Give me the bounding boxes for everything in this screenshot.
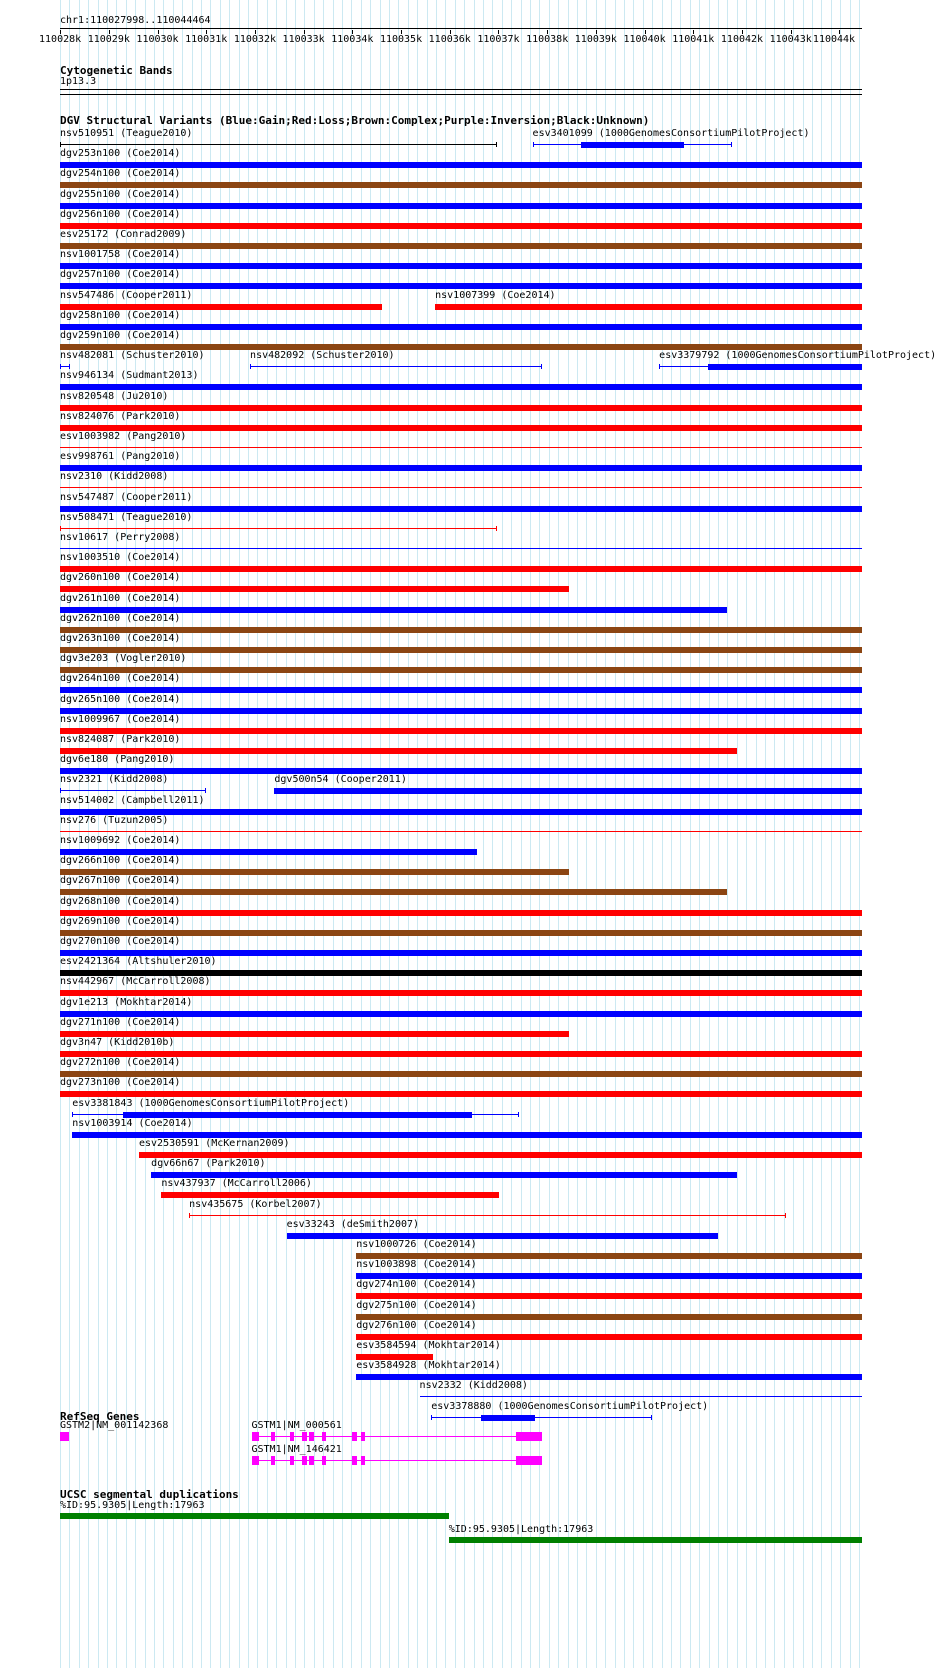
variant-bar[interactable] <box>60 425 862 431</box>
variant-bar[interactable] <box>139 1152 862 1158</box>
variant-label[interactable]: nsv820548 (Ju2010) <box>60 390 169 402</box>
grid-line <box>784 0 785 1668</box>
variant-label[interactable]: dgv254n100 (Coe2014) <box>60 168 181 180</box>
variant-endcap <box>431 1415 432 1420</box>
variant-label[interactable]: dgv256n100 (Coe2014) <box>60 208 181 220</box>
variant-bar[interactable] <box>60 627 862 633</box>
gene-exon[interactable] <box>361 1432 364 1441</box>
variant-line[interactable] <box>60 790 206 791</box>
variant-bar[interactable] <box>60 263 862 269</box>
grid-line <box>624 0 625 1668</box>
grid-line <box>257 0 258 1668</box>
ruler-tick-label: 110043k <box>769 34 812 45</box>
ruler-tick-label: 110032k <box>233 34 276 45</box>
segdup-track-title: UCSC segmental duplications <box>60 1488 239 1501</box>
ruler-tick-label: 110037k <box>477 34 520 45</box>
ruler-tick-label: 110038k <box>526 34 569 45</box>
variant-label[interactable]: nsv1007399 (Coe2014) <box>435 289 556 301</box>
variant-line[interactable] <box>60 548 862 549</box>
grid-line <box>699 0 700 1668</box>
ruler-tick-label: 110040k <box>623 34 666 45</box>
variant-label[interactable]: esv3378880 (1000GenomesConsortiumPilotProject) <box>431 1400 709 1412</box>
grid-line <box>182 0 183 1668</box>
variant-label[interactable]: nsv2310 (Kidd2008) <box>60 471 169 483</box>
variant-line[interactable] <box>60 144 497 145</box>
variant-label[interactable]: esv25172 (Conrad2009) <box>60 229 187 240</box>
variant-label[interactable]: nsv10617 (Perry2008) <box>60 532 181 543</box>
variant-label[interactable]: nsv1009692 (Coe2014) <box>60 835 181 846</box>
segdup-label[interactable]: %ID:95.9305|Length:17963 <box>448 1524 594 1535</box>
variant-line[interactable] <box>60 447 862 448</box>
variant-bar[interactable] <box>60 687 862 693</box>
gene-exon[interactable] <box>271 1432 275 1441</box>
ruler-tick-label: 110039k <box>574 34 617 45</box>
variant-bar[interactable] <box>60 667 862 673</box>
grid-line <box>821 0 822 1668</box>
variant-label[interactable]: nsv1003510 (Coe2014) <box>60 552 181 564</box>
grid-line <box>568 0 569 1668</box>
variant-endcap <box>60 526 61 531</box>
variant-label[interactable]: dgv273n100 (Coe2014) <box>60 1077 181 1089</box>
variant-bar[interactable] <box>60 1051 862 1057</box>
grid-line <box>220 0 221 1668</box>
ruler-tick-label: 110029k <box>87 34 130 45</box>
variant-line[interactable] <box>431 1417 652 1418</box>
variant-label[interactable]: nsv435675 (Korbel2007) <box>189 1198 322 1210</box>
cytoband-label: 1p13.3 <box>60 76 97 87</box>
variant-label[interactable]: esv3379792 (1000GenomesConsortiumPilotProject) <box>659 350 936 362</box>
variant-label[interactable]: nsv514002 (Campbell2011) <box>60 794 205 806</box>
variant-label[interactable]: esv3584928 (Mokhtar2014) <box>356 1360 501 1372</box>
variant-bar[interactable] <box>60 950 862 956</box>
variant-endcap <box>189 1213 190 1218</box>
gene-label[interactable]: GSTM1|NM_146421 <box>251 1444 342 1455</box>
variant-bar[interactable] <box>356 1273 862 1279</box>
grid-line <box>727 0 728 1668</box>
gene-label[interactable]: GSTM2|NM_001142368 <box>60 1420 169 1431</box>
variant-label[interactable]: nsv276 (Tuzun2005) <box>60 814 169 826</box>
grid-line <box>474 0 475 1668</box>
variant-label[interactable]: dgv268n100 (Coe2014) <box>60 895 181 907</box>
variant-bar[interactable] <box>60 889 727 895</box>
grid-line <box>267 0 268 1668</box>
ruler-tick-label: 110036k <box>428 34 471 45</box>
variant-label[interactable]: nsv824087 (Park2010) <box>60 734 181 745</box>
grid-line <box>859 0 860 1668</box>
variant-label[interactable]: nsv437937 (McCarroll2006) <box>161 1178 312 1190</box>
grid-line <box>671 0 672 1668</box>
variant-bar[interactable] <box>60 324 862 330</box>
grid-line <box>304 0 305 1668</box>
variant-line[interactable] <box>250 366 542 367</box>
variant-bar[interactable] <box>60 728 862 734</box>
variant-label[interactable]: dgv270n100 (Coe2014) <box>60 936 181 947</box>
grid-line <box>850 0 851 1668</box>
variant-label[interactable]: dgv258n100 (Coe2014) <box>60 309 181 321</box>
variant-bar[interactable] <box>60 1091 862 1097</box>
variant-label[interactable]: dgv266n100 (Coe2014) <box>60 855 181 867</box>
grid-line <box>455 0 456 1668</box>
variant-bar[interactable] <box>274 788 862 794</box>
variant-endcap <box>518 1112 519 1117</box>
variant-endcap <box>72 1112 73 1117</box>
variant-label[interactable]: nsv482081 (Schuster2010) <box>60 350 205 362</box>
variant-label[interactable]: nsv824076 (Park2010) <box>60 410 181 422</box>
grid-line <box>680 0 681 1668</box>
ruler-tick-label: 110030k <box>136 34 179 45</box>
variant-bar[interactable] <box>60 465 862 471</box>
variant-label[interactable]: dgv253n100 (Coe2014) <box>60 148 181 160</box>
grid-line <box>314 0 315 1668</box>
variant-endcap <box>60 364 61 369</box>
refseq-track-title: RefSeq Genes <box>60 1410 140 1423</box>
gene-exon[interactable] <box>309 1432 314 1441</box>
grid-line <box>342 0 343 1668</box>
variant-bar[interactable] <box>60 586 569 592</box>
variant-thick-bar[interactable] <box>581 142 683 148</box>
ruler-tick-label: 110042k <box>720 34 764 45</box>
segdup-bar[interactable] <box>60 1513 449 1519</box>
gene-exon[interactable] <box>290 1456 294 1465</box>
gene-exon[interactable] <box>302 1456 306 1465</box>
variant-label[interactable]: nsv946134 (Sudmant2013) <box>60 370 199 382</box>
variant-endcap <box>541 364 542 369</box>
gene-exon[interactable] <box>361 1456 364 1465</box>
variant-label[interactable]: dgv276n100 (Coe2014) <box>356 1319 477 1331</box>
variant-label[interactable]: nsv1001758 (Coe2014) <box>60 249 181 261</box>
variant-bar[interactable] <box>356 1334 862 1340</box>
variant-label[interactable]: esv2530591 (McKernan2009) <box>139 1138 290 1149</box>
grid-line <box>464 0 465 1668</box>
grid-line <box>586 0 587 1668</box>
grid-line <box>248 0 249 1668</box>
grid-line <box>286 0 287 1668</box>
variant-label[interactable]: nsv547487 (Cooper2011) <box>60 491 193 503</box>
variant-bar[interactable] <box>60 647 862 653</box>
variant-label[interactable]: nsv482092 (Schuster2010) <box>250 350 395 362</box>
variant-bar[interactable] <box>60 849 477 855</box>
grid-line <box>605 0 606 1668</box>
gene-exon[interactable] <box>271 1456 275 1465</box>
variant-line[interactable] <box>189 1215 786 1216</box>
variant-line[interactable] <box>60 487 862 488</box>
segdup-bar[interactable] <box>449 1537 862 1543</box>
variant-label[interactable]: dgv267n100 (Coe2014) <box>60 875 181 887</box>
cytoband-separator-2 <box>60 94 862 95</box>
variant-label[interactable]: nsv510951 (Teague2010) <box>60 128 193 139</box>
variant-bar[interactable] <box>60 809 862 815</box>
variant-label[interactable]: nsv2321 (Kidd2008) <box>60 774 169 786</box>
variant-label[interactable]: dgv3n47 (Kidd2010b) <box>60 1037 175 1048</box>
variant-endcap <box>533 142 534 147</box>
grid-line <box>643 0 644 1668</box>
variant-label[interactable]: esv3401099 (1000GenomesConsortiumPilotProject) <box>532 128 810 139</box>
ruler-tick-label: 110033k <box>282 34 325 45</box>
grid-line <box>615 0 616 1668</box>
variant-endcap <box>69 364 70 369</box>
variant-label[interactable]: nsv1009967 (Coe2014) <box>60 713 181 725</box>
grid-line <box>774 0 775 1668</box>
variant-endcap <box>659 364 660 369</box>
grid-line <box>351 0 352 1668</box>
dgv-track-title: DGV Structural Variants (Blue:Gain;Red:Loss;Brown:Complex;Purple:Inversion;Black:Unknown) <box>60 114 650 127</box>
gene-exon[interactable] <box>352 1432 357 1441</box>
variant-line[interactable] <box>60 831 862 832</box>
grid-line <box>549 0 550 1668</box>
variant-bar[interactable] <box>72 1132 862 1138</box>
variant-thick-bar[interactable] <box>708 364 862 370</box>
variant-bar[interactable] <box>435 304 862 310</box>
variant-label[interactable]: dgv262n100 (Coe2014) <box>60 612 181 624</box>
variant-label[interactable]: dgv259n100 (Coe2014) <box>60 330 181 341</box>
gene-exon[interactable] <box>322 1456 326 1465</box>
variant-endcap <box>60 142 61 147</box>
gene-exon[interactable] <box>309 1456 314 1465</box>
gene-exon[interactable] <box>60 1432 69 1441</box>
gene-exon[interactable] <box>252 1456 259 1465</box>
grid-line <box>840 0 841 1668</box>
variant-label[interactable]: dgv264n100 (Coe2014) <box>60 673 181 685</box>
variant-bar[interactable] <box>151 1172 737 1178</box>
grid-line <box>652 0 653 1668</box>
grid-line <box>577 0 578 1668</box>
gene-exon[interactable] <box>322 1432 326 1441</box>
grid-line <box>690 0 691 1668</box>
grid-line <box>718 0 719 1668</box>
variant-label[interactable]: esv2421364 (Altshuler2010) <box>60 956 217 968</box>
gene-exon[interactable] <box>352 1456 357 1465</box>
variant-bar[interactable] <box>60 1011 862 1017</box>
variant-endcap <box>496 526 497 531</box>
grid-line <box>746 0 747 1668</box>
grid-line <box>436 0 437 1668</box>
ruler-tick-label: 110031k <box>185 34 228 45</box>
gene-intron-line <box>252 1460 543 1461</box>
variant-label[interactable]: dgv1e213 (Mokhtar2014) <box>60 996 193 1008</box>
variant-label[interactable]: esv33243 (deSmith2007) <box>286 1218 420 1230</box>
grid-line <box>765 0 766 1668</box>
variant-thick-bar[interactable] <box>123 1112 471 1118</box>
variant-bar[interactable] <box>60 990 862 996</box>
variant-label[interactable]: dgv269n100 (Coe2014) <box>60 915 181 927</box>
variant-bar[interactable] <box>356 1314 862 1320</box>
variant-bar[interactable] <box>60 182 862 188</box>
variant-label[interactable]: dgv500n54 (Cooper2011) <box>274 774 407 786</box>
grid-line <box>323 0 324 1668</box>
variant-label[interactable]: dgv274n100 (Coe2014) <box>356 1279 477 1291</box>
grid-line <box>445 0 446 1668</box>
grid-line <box>361 0 362 1668</box>
grid-line <box>756 0 757 1668</box>
grid-line <box>210 0 211 1668</box>
grid-line <box>596 0 597 1668</box>
variant-bar[interactable] <box>356 1293 862 1299</box>
variant-endcap <box>60 788 61 793</box>
grid-line <box>812 0 813 1668</box>
grid-line <box>831 0 832 1668</box>
grid-line <box>389 0 390 1668</box>
variant-label[interactable]: nsv1003898 (Coe2014) <box>356 1259 477 1271</box>
variant-bar[interactable] <box>60 869 569 875</box>
cytoband-track-title: Cytogenetic Bands <box>60 64 173 77</box>
grid-line <box>398 0 399 1668</box>
grid-line <box>239 0 240 1668</box>
variant-bar[interactable] <box>60 1031 569 1037</box>
variant-label[interactable]: esv3584594 (Mokhtar2014) <box>356 1340 501 1351</box>
variant-label[interactable]: nsv442967 (McCarroll2008) <box>60 976 211 988</box>
variant-bar[interactable] <box>60 708 862 714</box>
variant-label[interactable]: esv3381843 (1000GenomesConsortiumPilotProject) <box>72 1097 350 1109</box>
variant-bar[interactable] <box>60 970 862 976</box>
grid-line <box>370 0 371 1668</box>
variant-label[interactable]: dgv3e203 (Vogler2010) <box>60 653 187 665</box>
variant-bar[interactable] <box>356 1354 432 1360</box>
variant-label[interactable]: dgv263n100 (Coe2014) <box>60 633 181 644</box>
variant-bar[interactable] <box>356 1253 862 1259</box>
grid-line <box>803 0 804 1668</box>
grid-line <box>662 0 663 1668</box>
variant-label[interactable]: dgv66n67 (Park2010) <box>151 1158 266 1170</box>
ruler-tick-label: 110028k <box>39 34 82 45</box>
ruler-tick-label: 110041k <box>672 34 715 45</box>
variant-label[interactable]: esv1003982 (Pang2010) <box>60 431 187 442</box>
gene-exon[interactable] <box>516 1456 543 1465</box>
grid-line <box>709 0 710 1668</box>
grid-line <box>539 0 540 1668</box>
variant-label[interactable]: nsv1000726 (Coe2014) <box>356 1239 477 1250</box>
variant-endcap <box>785 1213 786 1218</box>
variant-endcap <box>496 142 497 147</box>
variant-bar[interactable] <box>287 1233 718 1239</box>
gene-exon[interactable] <box>290 1432 294 1441</box>
variant-endcap <box>205 788 206 793</box>
variant-bar[interactable] <box>60 607 727 613</box>
gene-label[interactable]: GSTM1|NM_000561 <box>251 1420 342 1431</box>
grid-line <box>201 0 202 1668</box>
grid-line <box>793 0 794 1668</box>
variant-label[interactable]: dgv265n100 (Coe2014) <box>60 693 181 705</box>
variant-label[interactable]: dgv260n100 (Coe2014) <box>60 572 181 584</box>
ruler-tick-label: 110044k <box>812 34 856 45</box>
variant-endcap <box>651 1415 652 1420</box>
variant-bar[interactable] <box>356 1374 862 1380</box>
variant-bar[interactable] <box>60 566 862 572</box>
segdup-label[interactable]: %ID:95.9305|Length:17963 <box>60 1500 205 1511</box>
grid-line <box>427 0 428 1668</box>
variant-bar[interactable] <box>60 223 862 229</box>
variant-bar[interactable] <box>60 768 862 774</box>
variant-bar[interactable] <box>60 283 862 289</box>
gene-exon[interactable] <box>252 1432 259 1441</box>
variant-bar[interactable] <box>60 384 862 390</box>
cytoband-separator <box>60 89 862 90</box>
variant-bar[interactable] <box>60 910 862 916</box>
variant-label[interactable]: dgv6e180 (Pang2010) <box>60 754 175 766</box>
gene-exon[interactable] <box>516 1432 543 1441</box>
variant-line[interactable] <box>420 1396 862 1397</box>
variant-bar[interactable] <box>60 304 382 310</box>
coordinate-label: chr1:110027998..110044464 <box>60 15 211 26</box>
ruler-axis <box>60 28 862 29</box>
grid-line <box>558 0 559 1668</box>
variant-label[interactable]: nsv1003914 (Coe2014) <box>72 1117 193 1129</box>
variant-label[interactable]: nsv547486 (Cooper2011) <box>60 289 193 301</box>
grid-line <box>737 0 738 1668</box>
variant-bar[interactable] <box>60 748 737 754</box>
grid-line <box>333 0 334 1668</box>
variant-label[interactable]: dgv255n100 (Coe2014) <box>60 188 181 200</box>
variant-bar[interactable] <box>161 1192 499 1198</box>
grid-line <box>295 0 296 1668</box>
grid-line <box>633 0 634 1668</box>
variant-bar[interactable] <box>60 344 862 350</box>
grid-line <box>417 0 418 1668</box>
variant-label[interactable]: dgv261n100 (Coe2014) <box>60 592 181 604</box>
grid-line <box>192 0 193 1668</box>
grid-line <box>408 0 409 1668</box>
grid-line <box>229 0 230 1668</box>
ruler-tick-label: 110035k <box>379 34 423 45</box>
variant-bar[interactable] <box>60 162 862 168</box>
variant-bar[interactable] <box>60 243 862 249</box>
variant-label[interactable]: dgv275n100 (Coe2014) <box>356 1299 477 1311</box>
variant-bar[interactable] <box>60 405 862 411</box>
variant-bar[interactable] <box>60 506 862 512</box>
variant-label[interactable]: nsv2332 (Kidd2008) <box>419 1380 528 1392</box>
variant-bar[interactable] <box>60 203 862 209</box>
variant-label[interactable]: dgv271n100 (Coe2014) <box>60 1016 181 1028</box>
variant-label[interactable]: dgv272n100 (Coe2014) <box>60 1057 181 1069</box>
grid-line <box>380 0 381 1668</box>
ruler-tick-label: 110034k <box>331 34 374 45</box>
variant-bar[interactable] <box>60 1071 862 1077</box>
variant-thick-bar[interactable] <box>481 1415 535 1421</box>
grid-line <box>276 0 277 1668</box>
variant-endcap <box>731 142 732 147</box>
variant-label[interactable]: dgv257n100 (Coe2014) <box>60 269 181 281</box>
variant-line[interactable] <box>60 528 497 529</box>
variant-label[interactable]: esv998761 (Pang2010) <box>60 451 181 463</box>
variant-bar[interactable] <box>60 930 862 936</box>
gene-intron-line <box>252 1436 543 1437</box>
variant-label[interactable]: nsv508471 (Teague2010) <box>60 511 193 523</box>
gene-exon[interactable] <box>302 1432 306 1441</box>
variant-endcap <box>250 364 251 369</box>
